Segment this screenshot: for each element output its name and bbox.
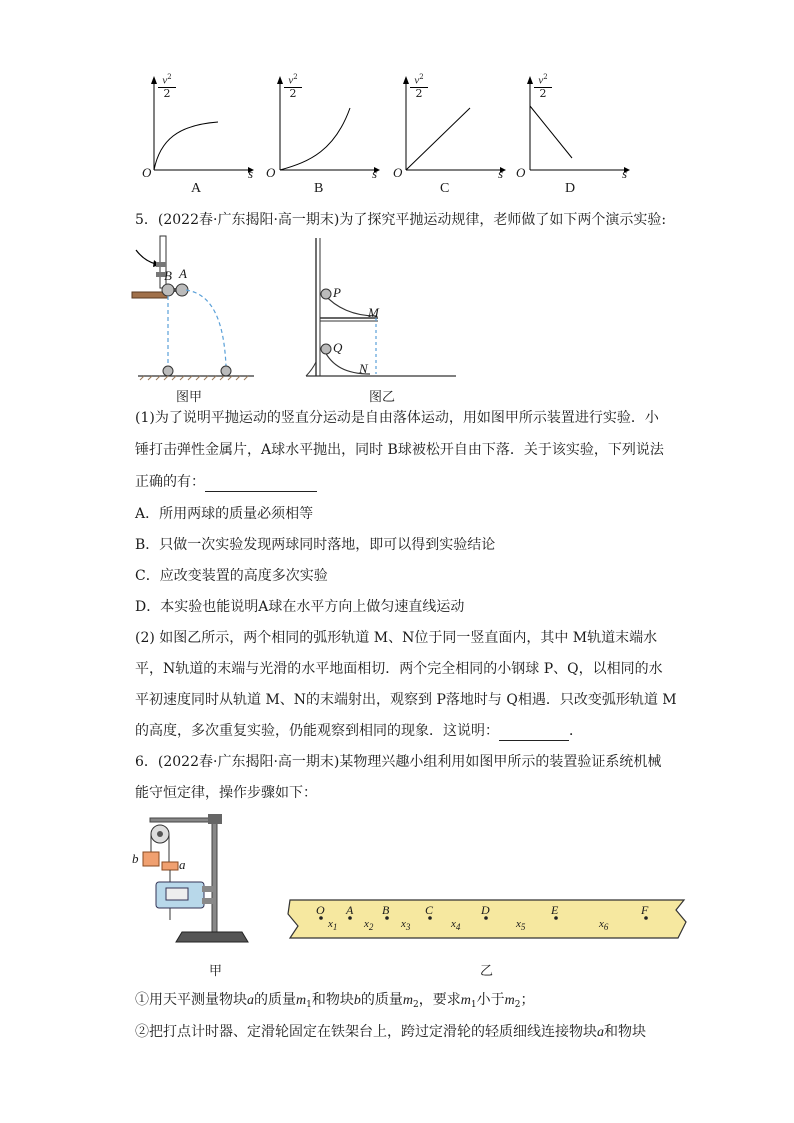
graph-c-ylabel: $v^2$ 2 <box>410 72 428 99</box>
tape-gap-x2: $x_2$ <box>364 918 374 932</box>
graph-a-ylabel: $v^2$ 2 <box>158 72 176 99</box>
tape-label-b: B <box>382 903 390 917</box>
tape-gap-x5: $x_5$ <box>516 918 526 932</box>
q5-choice-b: B．只做一次实验发现两球同时落地，即可以得到实验结论 <box>135 537 496 553</box>
q5-yi-label-m: M <box>368 305 379 320</box>
q5-part2-line2: 平，N轨道的末端与光滑的水平地面相切．两个完全相同的小钢球 P、Q，以相同的水 <box>135 661 663 677</box>
tape-label-f: F <box>641 903 649 917</box>
q5-part1-line2: 锤打击弹性金属片，A球水平抛出，同时 B球被松开自由下落．关于该实验，下列说法 <box>135 442 664 458</box>
q5-choice-a: A．所用两球的质量必须相等 <box>135 506 314 522</box>
q5-yi-caption: 图乙 <box>369 390 396 405</box>
q5-yi-label-p: P <box>333 285 341 300</box>
graph-d-ylabel: $v^2$ 2 <box>534 72 552 99</box>
q5-figure-jia <box>128 232 258 382</box>
graph-a-option: A <box>191 181 202 196</box>
q6-step2: ②把打点计时器、定滑轮固定在铁架台上，跨过定滑轮的轻质细线连接物块a和物块 <box>135 1024 646 1040</box>
tape-gap-x6: $x_6$ <box>599 918 609 932</box>
graph-b-origin: O <box>266 165 276 180</box>
tape-label-d: D <box>481 903 490 917</box>
q5-choice-c: C．应改变装置的高度多次实验 <box>135 568 328 584</box>
graph-c-option: C <box>440 181 450 196</box>
graph-c-xlabel: s <box>498 166 504 181</box>
q5-part2-blank[interactable] <box>499 722 569 741</box>
q6-yi-caption: 乙 <box>480 964 494 979</box>
q5-choice-d: D．本实验也能说明A球在水平方向上做匀速直线运动 <box>135 599 465 615</box>
q5-part1-blank[interactable] <box>205 473 317 492</box>
q6-jia-label-a: a <box>179 857 186 872</box>
tape-gap-x1: $x_1$ <box>328 918 338 932</box>
q6-step1: ①用天平测量物块a的质量$m_1$和物块b的质量$m_2$，要求$m_1$小于$m_2$； <box>135 992 535 1010</box>
q5-part2-line1: (2) 如图乙所示，两个相同的弧形轨道 M、N位于同一竖直面内，其中 M轨道末端水 <box>135 630 658 646</box>
q5-jia-caption: 图甲 <box>176 390 203 405</box>
q5-part1-line3: 正确的有： <box>135 472 317 492</box>
tape-gap-x4: $x_4$ <box>451 918 461 932</box>
q5-jia-label-b: B <box>164 268 172 283</box>
q5-intro: 5．(2022春·广东揭阳·高一期末)为了探究平抛运动规律，老师做了如下两个演示实验: <box>135 212 667 228</box>
graph-d-origin: O <box>516 165 526 180</box>
tape-label-e: E <box>551 903 559 917</box>
graph-b-option: B <box>314 181 324 196</box>
tape-gap-x3: $x_3$ <box>401 918 411 932</box>
q5-part2-line3: 平初速度同时从轨道 M、N的末端射出，观察到 P落地时与 Q相遇．只改变弧形轨道 M <box>135 692 677 708</box>
graph-a-xlabel: s <box>248 166 254 181</box>
q5-part1-line1: (1)为了说明平抛运动的竖直分运动是自由落体运动，用如图甲所示装置进行实验．小 <box>135 410 659 426</box>
tape-label-o: O <box>316 903 325 917</box>
graph-c-origin: O <box>393 165 403 180</box>
q6-jia-label-b: b <box>132 851 139 866</box>
tape-label-c: C <box>425 903 434 917</box>
q6-intro-line2: 能守恒定律，操作步骤如下： <box>135 785 317 801</box>
q5-yi-label-q: Q <box>333 340 343 355</box>
q5-part2-line4: 的高度，多次重复实验，仍能观察到相同的现象．这说明： ． <box>135 723 583 739</box>
q6-jia-caption: 甲 <box>209 964 223 979</box>
q5-figure-yi <box>300 236 460 382</box>
graph-b-ylabel: $v^2$ 2 <box>284 72 302 99</box>
graph-a-origin: O <box>142 165 152 180</box>
graph-d-option: D <box>565 181 576 196</box>
graph-b-xlabel: s <box>372 166 378 181</box>
q6-intro-line1: 6．(2022春·广东揭阳·高一期末)某物理兴趣小组利用如图甲所示的装置验证系统机械 <box>135 754 662 770</box>
q6-figure-jia <box>130 810 260 950</box>
tape-label-a: A <box>346 903 354 917</box>
q5-jia-label-a: A <box>179 266 187 281</box>
graph-d-xlabel: s <box>622 166 628 181</box>
q5-yi-label-n: N <box>359 361 368 376</box>
